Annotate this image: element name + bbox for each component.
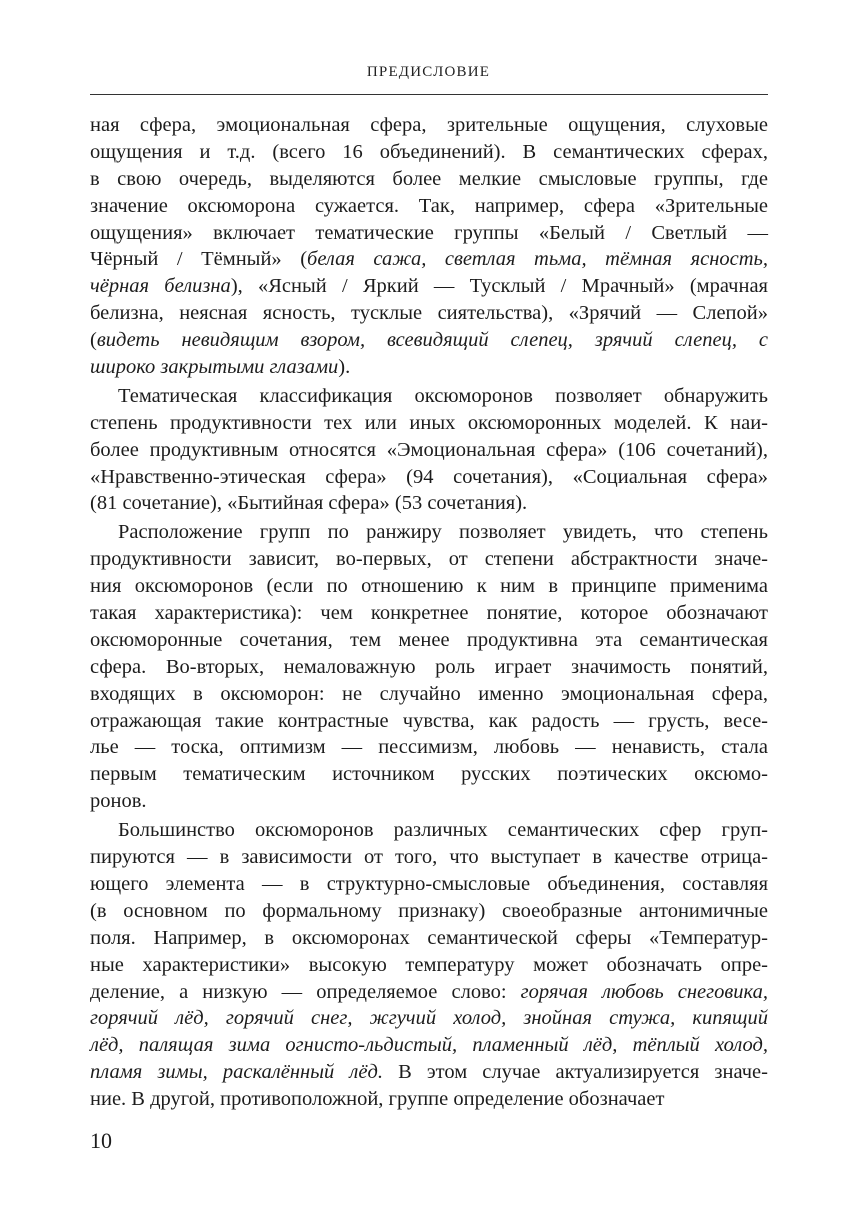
- text-line: [90, 952, 768, 979]
- running-header: ПРЕДИСЛОВИЕ: [366, 64, 491, 80]
- text-run: такая характеристика): чем конкретнее понятие, которое обозначают: [90, 602, 768, 625]
- text-run: Чёрный / Тёмный» (: [90, 248, 308, 271]
- italic-example: горячий лёд, горячий снег, жгучий холод, знойная стужа, кипящий: [90, 1007, 768, 1030]
- text-line: [90, 327, 768, 354]
- text-line: [90, 354, 768, 381]
- text-run: ).: [338, 356, 351, 379]
- text-line: [90, 761, 768, 788]
- text-run: (в основном по формальному признаку) своеобразные антонимичные: [90, 899, 768, 922]
- text-line: [90, 627, 768, 654]
- paragraph: [90, 817, 768, 1113]
- text-run: входящих в оксюморон: не случайно именно эмоциональная сфера,: [90, 682, 768, 705]
- text-line: [90, 166, 768, 193]
- text-run: «Нравственно-этическая сфера» (94 сочетания), «Социальная сфера»: [90, 465, 768, 488]
- text-run: (81 сочетание), «Бытийная сфера» (53 сочетания).: [90, 492, 528, 515]
- text-line: [90, 383, 768, 410]
- text-run: ), «Ясный / Яркий — Тусклый / Мрачный» (мрачная: [230, 275, 768, 298]
- text-line: [90, 464, 768, 491]
- text-run: степень продуктивности тех или иных оксюморонных моделей. К наи-: [90, 411, 768, 434]
- text-line: [90, 519, 768, 546]
- text-line: [90, 1032, 768, 1059]
- text-run: оксюморонные сочетания, тем менее продуктивна эта семантическая: [90, 628, 768, 651]
- text-line: [90, 898, 768, 925]
- text-run: Тематическая классификация оксюморонов позволяет обнаружить: [118, 384, 768, 407]
- text-line: [90, 979, 768, 1006]
- text-run: отражающая такие контрастные чувства, как радость — грусть, весе-: [90, 709, 768, 732]
- italic-example: видеть невидящим взором, всевидящий слепец, зрячий слепец, с: [96, 329, 768, 352]
- text-line: [90, 220, 768, 247]
- text-run: Большинство оксюморонов различных семантических сфер груп-: [118, 819, 768, 842]
- paragraph: [90, 519, 768, 815]
- text-run: более продуктивным относятся «Эмоциональная сфера» (106 сочетаний),: [90, 438, 768, 461]
- text-run: пируются — в зависимости от того, что выступает в качестве отрица-: [90, 846, 768, 869]
- text-run: ния оксюморонов (если по отношению к ним в принципе применима: [90, 575, 768, 598]
- italic-example: лёд, палящая зима огнисто-льдистый, пламенный лёд, тёплый холод,: [90, 1034, 768, 1057]
- text-line: [90, 112, 768, 139]
- paragraph: [90, 383, 768, 517]
- text-run: ощущения и т.д. (всего 16 объединений). В семантических сферах,: [90, 140, 768, 163]
- text-line: [90, 573, 768, 600]
- body-text: [90, 112, 768, 1113]
- text-line: [90, 300, 768, 327]
- text-run: ронов.: [90, 790, 147, 813]
- text-line: [90, 246, 768, 273]
- text-run: лье — тоска, оптимизм — пессимизм, любовь — ненависть, стала: [90, 736, 768, 759]
- text-run: (: [90, 329, 97, 352]
- text-run: сфера. Во-вторых, немаловажную роль играет значимость понятий,: [90, 655, 768, 678]
- text-run: поля. Например, в оксюморонах семантической сферы «Температур-: [90, 926, 768, 949]
- text-line: [90, 490, 768, 517]
- italic-example: широко закрытыми глазами: [90, 356, 339, 379]
- text-run: значение оксюморона сужается. Так, например, сфера «Зрительные: [90, 194, 768, 217]
- text-run: в свою очередь, выделяются более мелкие смысловые группы, где: [90, 167, 768, 190]
- text-run: ющего элемента — в структурно-смысловые объединения, составляя: [90, 872, 768, 895]
- text-run: В этом случае актуализируется значе-: [382, 1061, 768, 1084]
- text-line: [90, 1005, 768, 1032]
- text-run: ные характеристики» высокую температуру может обозначать опре-: [90, 953, 768, 976]
- text-line: [90, 734, 768, 761]
- text-line: [90, 1086, 768, 1113]
- text-line: [90, 925, 768, 952]
- text-line: [90, 410, 768, 437]
- text-line: [90, 546, 768, 573]
- text-run: ощущения» включает тематические группы «Белый / Светлый —: [90, 221, 768, 244]
- paragraph: [90, 112, 768, 381]
- page-number: 10: [90, 1128, 112, 1153]
- text-line: [90, 844, 768, 871]
- text-run: Расположение групп по ранжиру позволяет увидеть, что степень: [118, 521, 768, 544]
- italic-example: белая сажа, светлая тьма, тёмная ясность,: [307, 248, 769, 271]
- text-run: первым тематическим источником русских поэтических оксюмо-: [90, 763, 768, 786]
- text-run: деление, а низкую — определяемое слово:: [90, 980, 521, 1003]
- italic-example: пламя зимы, раскалённый лёд.: [90, 1061, 383, 1084]
- text-run: ная сфера, эмоциональная сфера, зрительные ощущения, слуховые: [90, 114, 768, 136]
- text-line: [90, 600, 768, 627]
- text-line: [90, 193, 768, 220]
- italic-example: горячая любовь снеговика,: [520, 980, 768, 1003]
- text-line: [90, 654, 768, 681]
- text-run: белизна, неясная ясность, тусклые сиятельства), «Зрячий — Слепой»: [90, 302, 768, 325]
- text-line: [90, 273, 768, 300]
- text-line: [90, 817, 768, 844]
- text-line: [90, 437, 768, 464]
- italic-example: чёрная белизна: [90, 275, 231, 298]
- text-line: [90, 871, 768, 898]
- text-run: продуктивности зависит, во-первых, от степени абстрактности значе-: [90, 548, 768, 571]
- text-line: [90, 1059, 768, 1086]
- header-rule: [90, 94, 768, 95]
- text-line: [90, 708, 768, 735]
- text-line: [90, 681, 768, 708]
- text-line: [90, 788, 768, 815]
- text-line: [90, 139, 768, 166]
- text-run: ние. В другой, противоположной, группе определение обозначает: [90, 1088, 665, 1111]
